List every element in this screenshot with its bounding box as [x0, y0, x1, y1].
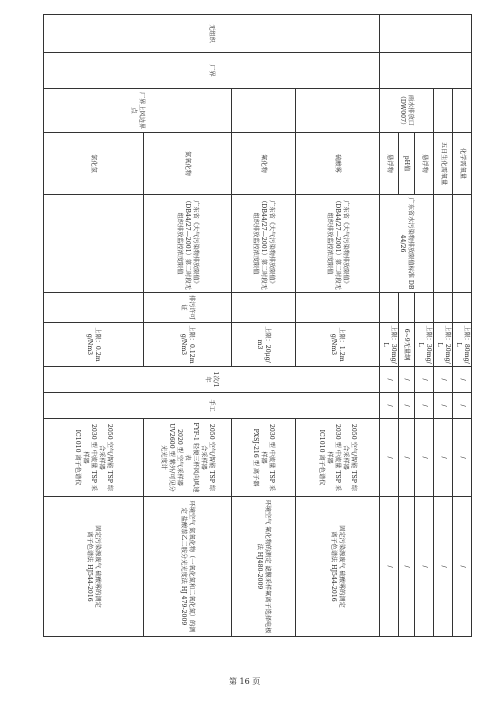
- frequency-cell: /: [453, 367, 472, 393]
- limit-cell: 上限：80mg/L: [453, 323, 472, 367]
- limit-cell: 上限：30mg/L: [415, 323, 434, 367]
- analysis-cell: /: [399, 497, 415, 637]
- table-row: [296, 15, 380, 637]
- pollutant-cell: 悬浮物: [380, 133, 399, 195]
- equipment-cell: 2030 型 中流量 TSP 采样器 PXSJ-216 型 离子器: [232, 419, 296, 497]
- site-cell: 厂界: [44, 53, 380, 89]
- frequency-cell: /: [415, 367, 434, 393]
- method-cell: /: [415, 393, 434, 419]
- table-row: [434, 15, 453, 637]
- equipment-cell: 2050 空气/智能 TSP 综合采样器 FYF-1 轻便三杯风向风速表 2020 型 空气采样器 UV2600 型 紫外/可见分光光度计: [144, 419, 232, 497]
- table-row: [232, 15, 296, 637]
- pollutant-cell: 化学需氧量: [453, 133, 472, 195]
- frequency-cell: /: [380, 367, 399, 393]
- analysis-cell: /: [380, 497, 399, 637]
- permit-cell: 排污许可证: [144, 293, 232, 323]
- equipment-cell: 2050 空气/智能 TSP 综合采样器 2030 型 中流量 TSP 采样器 IC1010 离子色谱仪: [296, 419, 380, 497]
- analysis-cell: 环境空气 氟化物的测定 滤膜采样氟离子选择电极法 HJ480-2009: [232, 497, 296, 637]
- frequency-cell: /: [434, 367, 453, 393]
- analysis-cell: 环境空气 氮氧化物（一氧化氮和二氧化氮）的测定 盐酸萘乙二胺分光光度法 HJ 479-2009: [144, 497, 232, 637]
- standard-cell: 广东省《大气污染物排放限值》（DB44/27—2001）第二时段无组织排放监控浓度限值: [144, 195, 232, 293]
- analysis-cell: 固定污染源废气 硫酸雾的测定 离子色谱法 HJ544-2016: [296, 497, 380, 637]
- area-cell: 厂界上风边界点: [44, 89, 232, 133]
- method-cell: /: [434, 393, 453, 419]
- analysis-cell: 固定污染源废气 硫酸雾的测定 离子色谱法 HJ544-2016: [44, 497, 144, 637]
- limit-cell: 上限：20μg/m3: [232, 323, 296, 367]
- pollutant-cell: pH值: [399, 133, 415, 195]
- limit-cell: 上限：0.2mg/Nm3: [44, 323, 144, 367]
- analysis-cell: /: [453, 497, 472, 637]
- equipment-cell: 2050 空气/智能 TSP 综合采样器 2030 型 中流量 TSP 采样器 IC1010 离子色谱仪: [44, 419, 144, 497]
- equipment-cell: /: [380, 419, 399, 497]
- table-row: [144, 15, 232, 637]
- pollutant-cell: 氮氧化物: [144, 133, 232, 195]
- method-sub-cell: 手工: [44, 393, 380, 419]
- equipment-cell: /: [415, 419, 434, 497]
- method-cell: /: [399, 393, 415, 419]
- outlet-cell: 雨水排放口（DW007）: [380, 89, 434, 133]
- pollutant-cell: 硫酸雾: [296, 133, 380, 195]
- frequency-cell: /: [399, 367, 415, 393]
- table-row: [415, 15, 434, 637]
- limit-cell: 上限：20mg/L: [434, 323, 453, 367]
- analysis-cell: /: [434, 497, 453, 637]
- pollutant-cell: 氯化氢: [44, 133, 144, 195]
- category-cell: 无组织: [44, 15, 380, 53]
- page-number: 第 16 页: [229, 677, 261, 686]
- monitoring-table: [43, 14, 472, 637]
- method-cell: /: [380, 393, 399, 419]
- standard-cell: 广东省水污染物排放限值标准 DB44/26: [380, 195, 434, 293]
- standard-cell: 广东省《大气污染物排放限值》（DB44/27—2001）第二时段无组织排放监控浓度限值: [232, 195, 296, 293]
- pollutant-cell: 氟化物: [232, 133, 296, 195]
- limit-cell: 上限：30mg/L: [380, 323, 399, 367]
- rotated-table-wrapper: [56, 14, 472, 636]
- equipment-cell: /: [453, 419, 472, 497]
- table-row: [453, 15, 472, 637]
- standard-cell: 广东省《大气污染物排放限值》（DB44/27—2001）第二时段无组织排放监控浓度限值: [296, 195, 380, 293]
- equipment-cell: /: [399, 419, 415, 497]
- pollutant-cell: 五日生化需氧量: [434, 133, 453, 195]
- method-cell: /: [453, 393, 472, 419]
- limit-cell: 上限：0.12mg/Nm3: [144, 323, 232, 367]
- pollutant-cell: 悬浮物: [415, 133, 434, 195]
- analysis-cell: /: [415, 497, 434, 637]
- limit-cell: 6~9无量纲: [399, 323, 415, 367]
- equipment-cell: /: [434, 419, 453, 497]
- limit-cell: 上限：1.2mg/Nm3: [296, 323, 380, 367]
- frequency-cell: 1次/1年: [44, 367, 380, 393]
